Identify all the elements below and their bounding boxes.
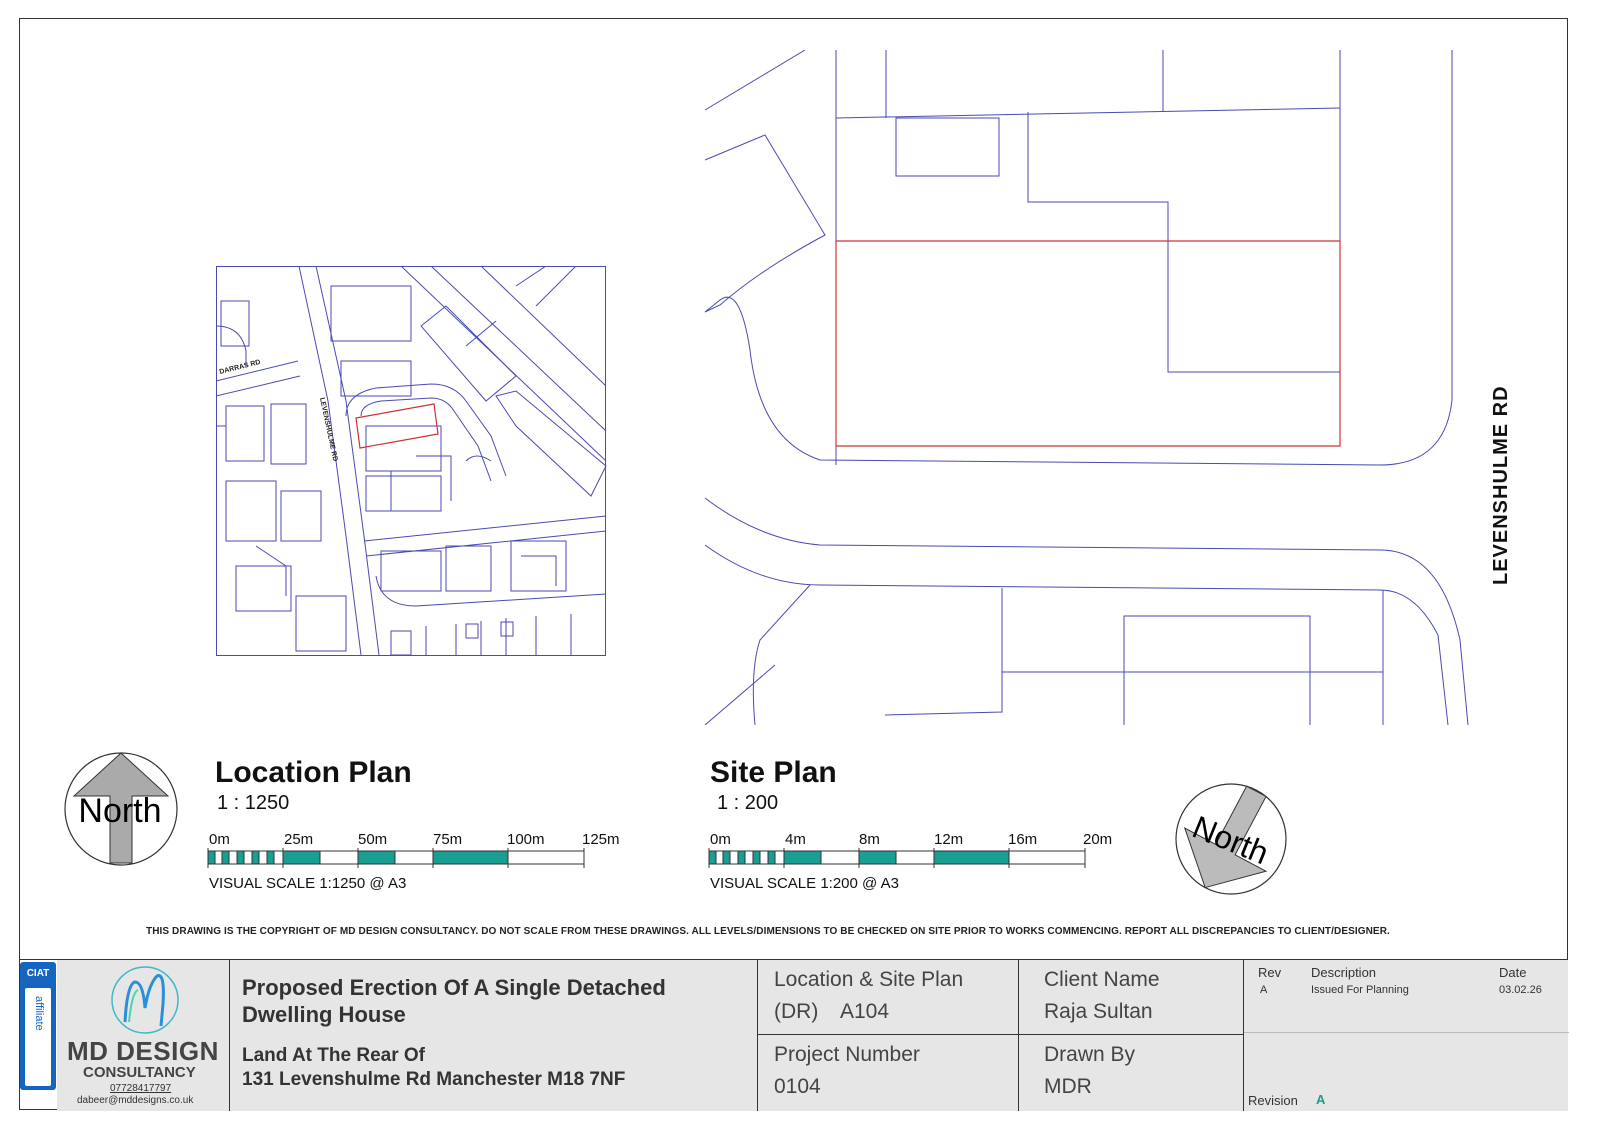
- drawing-title-cell: [757, 960, 1018, 1035]
- scale-label: 16m: [1008, 831, 1038, 848]
- revision-label: Revision: [1248, 1093, 1298, 1108]
- location-plan-map: [216, 266, 607, 657]
- location-plan-scale: 1 : 1250: [217, 792, 290, 814]
- location-visual-scale: VISUAL SCALE 1:1250 @ A3: [209, 875, 407, 892]
- drawn-by-cell: [1018, 1035, 1243, 1111]
- logo-cell: [57, 960, 229, 1111]
- site-plan-map: [700, 50, 1480, 725]
- site-plan-title: Site Plan: [710, 756, 837, 789]
- client-name: Raja Sultan: [1044, 1000, 1153, 1023]
- scale-label: 0m: [710, 831, 731, 848]
- site-boundary: [836, 241, 1340, 446]
- rev-row-rev: A: [1260, 984, 1268, 996]
- site-plan-scale: 1 : 200: [717, 792, 779, 814]
- date-col-header: Date: [1499, 965, 1527, 980]
- site-address-line1: Land At The Rear Of: [242, 1045, 425, 1066]
- rev-row-description: Issued For Planning: [1311, 984, 1409, 996]
- location-plan-title: Location Plan: [215, 756, 412, 789]
- ciat-affiliate-label: affiliate: [33, 996, 45, 1031]
- client-cell: [1018, 960, 1243, 1035]
- levenshulme-rd-location-label: LEVENSHULME RD: [318, 396, 339, 462]
- client-label: Client Name: [1044, 968, 1160, 991]
- project-number-cell: [757, 1035, 1018, 1111]
- project-number-label: Project Number: [774, 1043, 920, 1066]
- north-arrow-location: [62, 750, 180, 868]
- scale-label: 50m: [358, 831, 388, 848]
- drawn-by: MDR: [1044, 1075, 1092, 1098]
- site-scale-bar: [706, 848, 1091, 868]
- ciat-label: CIAT: [26, 968, 50, 979]
- project-title: Proposed Erection Of A Single Detached Dwelling House: [242, 975, 666, 1027]
- drawn-by-label: Drawn By: [1044, 1043, 1136, 1066]
- company-name: MD DESIGN: [67, 1036, 219, 1066]
- scale-label: 8m: [859, 831, 880, 848]
- site-address-line2: 131 Levenshulme Rd Manchester M18 7NF: [242, 1069, 626, 1090]
- ciat-affiliate-panel: [25, 988, 51, 1086]
- drawing-number: A104: [840, 1000, 890, 1023]
- site-visual-scale: VISUAL SCALE 1:200 @ A3: [710, 875, 899, 892]
- md-logo-icon: [105, 964, 185, 1036]
- drawing-title: Location & Site Plan: [774, 968, 964, 991]
- ciat-badge: [20, 962, 56, 1090]
- north-label-location: North: [78, 792, 162, 830]
- darras-rd-label: DARRAS RD: [218, 358, 262, 376]
- scale-label: 0m: [209, 831, 230, 848]
- revision-value: A: [1316, 1092, 1326, 1107]
- company-phone[interactable]: 07728417797: [110, 1083, 172, 1094]
- scale-label: 12m: [934, 831, 964, 848]
- scale-label: 4m: [785, 831, 806, 848]
- project-cell: [229, 960, 757, 1111]
- revision-cell: [1243, 960, 1568, 1111]
- company-sub: CONSULTANCY: [83, 1064, 196, 1081]
- scale-label: 75m: [433, 831, 463, 848]
- title-block: [19, 959, 1568, 1110]
- copyright-notice: THIS DRAWING IS THE COPYRIGHT OF MD DESIGN CONSULTANCY. DO NOT SCALE FROM THESE DRAWINGS. ALL LEVELS/DIMENSIONS TO BE CHECKED ON SITE PRIOR TO WORKS COMMENCING. REPORT ALL DISCREPANCIES TO CLIENT/DESIGNER.: [146, 926, 1390, 937]
- scale-label: 25m: [284, 831, 314, 848]
- scale-label: 100m: [507, 831, 545, 848]
- levenshulme-rd-label: LEVENSHULME RD: [1490, 385, 1512, 585]
- location-scale-bar: [205, 848, 590, 868]
- drawing-type: (DR): [774, 1000, 819, 1023]
- scale-label: 125m: [582, 831, 620, 848]
- rev-col-header: Rev: [1258, 965, 1282, 980]
- project-number: 0104: [774, 1075, 821, 1098]
- revision-divider: [1244, 1032, 1569, 1033]
- description-col-header: Description: [1311, 965, 1377, 980]
- rev-row-date: 03.02.26: [1499, 984, 1542, 996]
- company-email[interactable]: dabeer@mddesigns.co.uk: [77, 1095, 194, 1106]
- north-label-site: North: [1187, 808, 1274, 872]
- scale-label: 20m: [1083, 831, 1113, 848]
- north-arrow-site: [1173, 781, 1289, 897]
